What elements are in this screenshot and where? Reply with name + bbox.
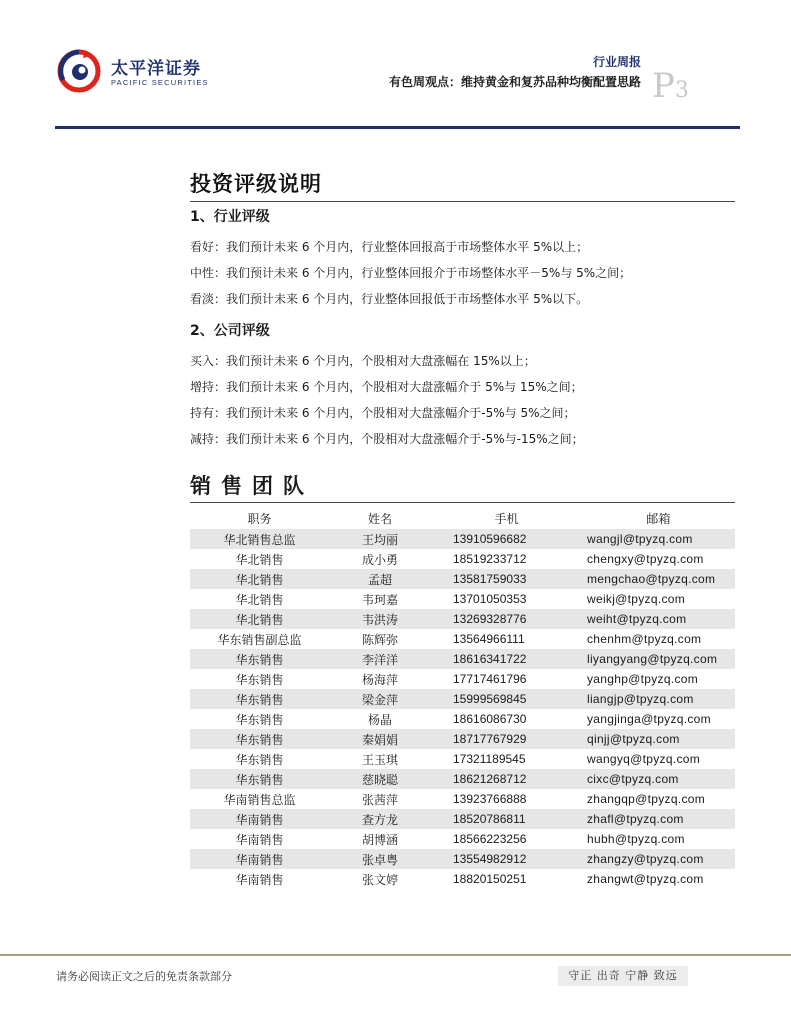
cell-phone: 13923766888 (453, 792, 527, 806)
cell-phone: 18717767929 (431, 729, 583, 749)
table-header-row (190, 507, 735, 529)
company-logo (55, 46, 225, 94)
cell-phone: 18616341722 (431, 649, 583, 669)
cell-role: 华东销售 (235, 712, 284, 727)
cell-phone: 13269328776 (431, 609, 583, 629)
cell-role: 华南销售总监 (223, 792, 296, 807)
cell-role: 华北销售 (190, 609, 329, 629)
cell-name: 胡博涵 (361, 832, 398, 847)
cell-name: 张卓粤 (329, 849, 431, 869)
cell-name: 王均丽 (329, 529, 431, 549)
cell-role: 华南销售 (190, 809, 329, 829)
cell-name: 陈辉弥 (361, 632, 398, 647)
table-row (190, 609, 735, 629)
cell-phone: 17717461796 (453, 672, 527, 686)
col-header-name: 姓名 (367, 511, 392, 526)
table-row (190, 749, 735, 769)
col-header-role: 职务 (247, 511, 272, 526)
table-row (190, 809, 735, 829)
cell-role: 华东销售 (190, 769, 329, 789)
main-content (190, 168, 735, 889)
table-row (190, 829, 735, 849)
cell-phone: 13564966111 (453, 632, 525, 646)
cell-email: zhafl@tpyzq.com (583, 809, 735, 829)
cell-name: 杨晶 (367, 712, 392, 727)
cell-phone: 15999569845 (431, 689, 583, 709)
footer-disclaimer: 请务必阅读正文之后的免责条款部分 (56, 970, 232, 983)
cell-role: 华东销售 (190, 689, 329, 709)
cell-phone: 18621268712 (431, 769, 583, 789)
cell-phone: 13554982912 (431, 849, 583, 869)
cell-phone: 18820150251 (453, 872, 527, 886)
industry-rating-line: 看好：我们预计未来 6 个月内，行业整体回报高于市场整体水平 5%以上； (190, 240, 589, 254)
cell-email: liangjp@tpyzq.com (583, 689, 735, 709)
sales-team-table (190, 507, 735, 889)
cell-role: 华东销售 (235, 672, 284, 687)
cell-role: 华东销售副总监 (217, 632, 302, 647)
industry-rating-title: 1、行业评级 (190, 209, 270, 225)
cell-name: 李洋洋 (329, 649, 431, 669)
report-title: 有色周观点：维持黄金和复苏品种均衡配置思路 (388, 75, 641, 89)
cell-phone: 18519233712 (453, 552, 527, 566)
cell-email: zhangzy@tpyzq.com (583, 849, 735, 869)
footer-divider (0, 954, 791, 956)
pacific-securities-logo-icon (55, 46, 103, 94)
cell-email: yangjinga@tpyzq.com (587, 712, 711, 726)
table-row (190, 589, 735, 609)
cell-email: hubh@tpyzq.com (587, 832, 685, 846)
cell-name: 慈晓聪 (329, 769, 431, 789)
company-rating-line: 买入：我们预计未来 6 个月内，个股相对大盘涨幅在 15%以上； (190, 354, 536, 368)
cell-email: wangjl@tpyzq.com (583, 529, 735, 549)
cell-phone: 18616086730 (453, 712, 527, 726)
cell-name: 杨海萍 (361, 672, 398, 687)
page-number (652, 66, 689, 106)
cell-name: 孟超 (329, 569, 431, 589)
cell-phone: 13581759033 (431, 569, 583, 589)
cell-email: cixc@tpyzq.com (583, 769, 735, 789)
rating-section-title: 投资评级说明 (190, 172, 322, 196)
table-row (190, 769, 735, 789)
table-row (190, 549, 735, 569)
company-rating-title: 2、公司评级 (190, 323, 270, 339)
cell-phone: 18566223256 (453, 832, 527, 846)
table-row (190, 529, 735, 549)
cell-name: 成小勇 (361, 552, 398, 567)
company-rating-line: 减持：我们预计未来 6 个月内，个股相对大盘涨幅介于-5%与-15%之间； (190, 432, 584, 446)
sales-team-title: 销售团队 (190, 474, 314, 498)
cell-role: 华南销售 (190, 849, 329, 869)
cell-name: 韦洪涛 (329, 609, 431, 629)
rating-section-divider (190, 201, 735, 202)
cell-email: weikj@tpyzq.com (587, 592, 686, 606)
header-divider (55, 126, 740, 129)
cell-role: 华东销售 (190, 649, 329, 669)
cell-email: liyangyang@tpyzq.com (583, 649, 735, 669)
logo-en-text: PACIFIC SECURITIES (111, 78, 209, 87)
table-row (190, 649, 735, 669)
industry-rating-line: 中性：我们预计未来 6 个月内，行业整体回报介于市场整体水平－5%与 5%之间； (190, 266, 632, 280)
cell-name: 秦娟娟 (329, 729, 431, 749)
cell-email: qinjj@tpyzq.com (583, 729, 735, 749)
cell-name: 王玉琪 (361, 752, 398, 767)
cell-role: 华北销售总监 (190, 529, 329, 549)
cell-name: 查方龙 (329, 809, 431, 829)
cell-role: 华南销售 (235, 872, 284, 887)
cell-role: 华东销售 (235, 752, 284, 767)
report-category: 行业周报 (592, 55, 641, 69)
cell-role: 华北销售 (235, 552, 284, 567)
page-number-digit: 3 (674, 78, 689, 103)
cell-email: mengchao@tpyzq.com (583, 569, 735, 589)
cell-email: wangyq@tpyzq.com (587, 752, 701, 766)
cell-email: chengxy@tpyzq.com (587, 552, 704, 566)
cell-role: 华北销售 (190, 569, 329, 589)
cell-email: chenhm@tpyzq.com (587, 632, 702, 646)
cell-name: 张文婷 (361, 872, 398, 887)
cell-phone: 18520786811 (431, 809, 583, 829)
page-number-letter: P (652, 66, 675, 106)
industry-rating-list (190, 234, 735, 312)
cell-email: zhangwt@tpyzq.com (587, 872, 704, 886)
table-row (190, 669, 735, 689)
table-row (190, 569, 735, 589)
cell-email: zhangqp@tpyzq.com (587, 792, 706, 806)
col-header-email: 邮箱 (646, 511, 671, 526)
table-row (190, 689, 735, 709)
footer-motto: 守正 出奇 宁静 致远 (558, 966, 688, 986)
cell-role: 华南销售 (235, 832, 284, 847)
cell-name: 韦珂嘉 (361, 592, 398, 607)
cell-phone: 13910596682 (431, 529, 583, 549)
cell-name: 梁金萍 (329, 689, 431, 709)
table-row (190, 869, 735, 889)
cell-email: yanghp@tpyzq.com (587, 672, 699, 686)
table-row (190, 789, 735, 809)
cell-phone: 17321189545 (453, 752, 526, 766)
cell-phone: 13701050353 (453, 592, 527, 606)
table-row (190, 709, 735, 729)
industry-rating-line: 看淡：我们预计未来 6 个月内，行业整体回报低于市场整体水平 5%以下。 (190, 292, 589, 306)
col-header-phone: 手机 (494, 511, 519, 526)
company-rating-line: 增持：我们预计未来 6 个月内，个股相对大盘涨幅介于 5%与 15%之间； (190, 380, 583, 394)
cell-role: 华北销售 (235, 592, 284, 607)
table-row (190, 629, 735, 649)
table-row (190, 849, 735, 869)
table-row (190, 729, 735, 749)
cell-role: 华东销售 (190, 729, 329, 749)
cell-name: 张茜萍 (361, 792, 398, 807)
company-rating-line: 持有：我们预计未来 6 个月内，个股相对大盘涨幅介于-5%与 5%之间； (190, 406, 576, 420)
cell-email: weiht@tpyzq.com (583, 609, 735, 629)
sales-team-table-body (190, 529, 735, 889)
logo-cn-text: 太平洋证券 (111, 59, 201, 79)
company-rating-list (190, 348, 735, 452)
sales-team-divider (190, 502, 735, 503)
